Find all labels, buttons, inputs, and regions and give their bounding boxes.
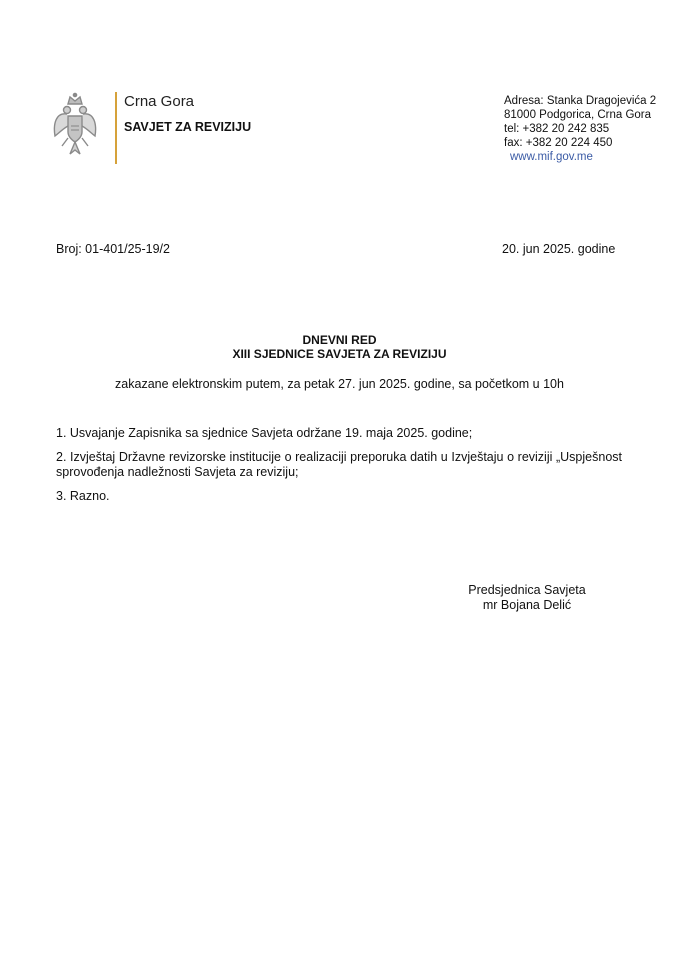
header-divider <box>115 92 117 164</box>
agenda-subtitle-heading: XIII SJEDNICE SAVJETA ZA REVIZIJU <box>232 347 447 361</box>
postal-line: 81000 Podgorica, Crna Gora <box>504 109 652 121</box>
agenda-item-2: 2. Izvještaj Državne revizorske institucije o realizaciji preporuka datih u Izvještaju o reviziji „Uspješnost sprovođenja nadležnosti Savjeta za reviziju; <box>56 450 622 479</box>
session-details: zakazane elektronskim putem, za petak 27. jun 2025. godine, sa početkom u 10h <box>115 377 564 391</box>
signature-block <box>452 583 602 613</box>
document-date: 20. jun 2025. godine <box>502 242 616 256</box>
signatory-name: mr Bojana Delić <box>482 598 572 612</box>
phone-line: tel: +382 20 242 835 <box>504 123 610 135</box>
fax-line: fax: +382 20 224 450 <box>504 137 613 149</box>
country-name: Crna Gora <box>124 93 195 110</box>
agenda-title: DNEVNI RED <box>302 333 377 347</box>
reference-number: Broj: 01-401/25-19/2 <box>56 242 170 256</box>
address-line: Adresa: Stanka Dragojevića 2 <box>504 95 657 107</box>
signatory-role: Predsjednica Savjeta <box>468 583 586 597</box>
agenda-item-3: 3. Razno. <box>56 489 110 503</box>
organization-name: SAVJET ZA REVIZIJU <box>124 120 252 134</box>
address-block <box>504 94 656 164</box>
agenda-item-1: 1. Usvajanje Zapisnika sa sjednice Savjeta održane 19. maja 2025. godine; <box>56 426 473 440</box>
website-link[interactable]: www.mif.gov.me <box>510 151 593 163</box>
coat-of-arms-icon <box>52 92 98 164</box>
